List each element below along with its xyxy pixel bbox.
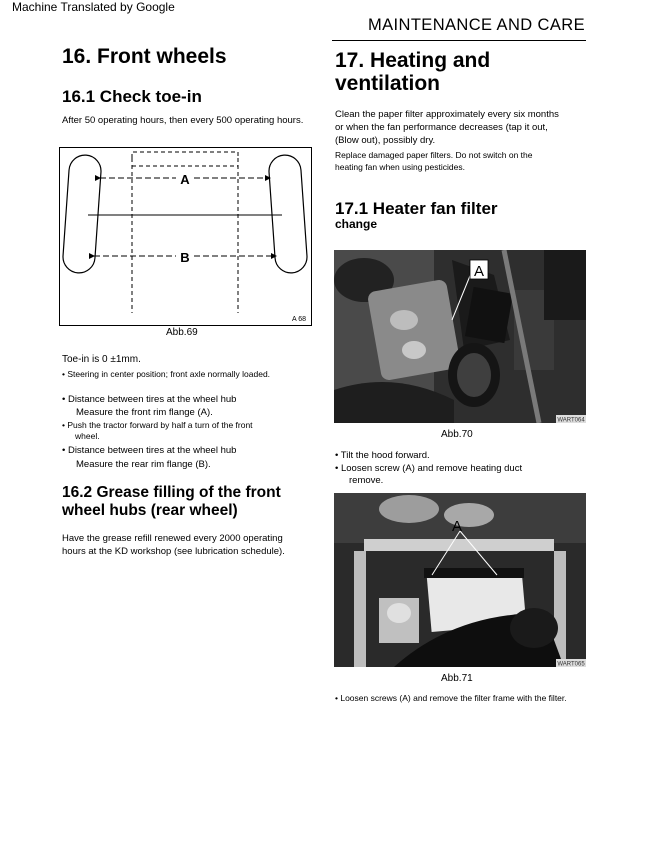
figure-70-caption: Abb.70 bbox=[441, 429, 473, 440]
section-16-2-title-line2: wheel hubs (rear wheel) bbox=[62, 502, 238, 519]
section-header: MAINTENANCE AND CARE bbox=[367, 16, 585, 34]
loosen-filter-step: • Loosen screws (A) and remove the filter frame with the filter. bbox=[335, 693, 567, 703]
section-17-1-subtitle: change bbox=[335, 217, 378, 231]
right-tire bbox=[268, 154, 308, 274]
rear-distance-step: • Distance between tires at the wheel hub bbox=[62, 445, 237, 456]
section-16-1-intro: After 50 operating hours, then every 500 operating hours. bbox=[62, 115, 304, 126]
loosen-duct-step-cont: remove. bbox=[349, 475, 384, 486]
section-17-title-line2: ventilation bbox=[335, 72, 441, 95]
push-tractor-step: • Push the tractor forward by half a turn of the front bbox=[62, 420, 253, 430]
toe-in-drawing bbox=[60, 148, 311, 325]
tilt-hood-step: • Tilt the hood forward. bbox=[335, 450, 430, 461]
photo-70-label-a: A bbox=[473, 263, 485, 280]
heater-photo-70-drawing bbox=[334, 250, 586, 423]
rear-measure-step: Measure the rear rim flange (B). bbox=[76, 459, 211, 470]
machine-translated-note: Machine Translated by Google bbox=[12, 0, 175, 14]
dimension-label-a: A bbox=[180, 172, 190, 187]
filter-photo-71-drawing bbox=[334, 493, 586, 667]
figure-71-caption: Abb.71 bbox=[441, 673, 473, 684]
section-17-p2-line2: heating fan when using pesticides. bbox=[335, 162, 465, 172]
figure-code: A 68 bbox=[291, 316, 306, 323]
section-17-1-title: 17.1 Heater fan filter bbox=[335, 199, 498, 218]
photo-70-code: WART064 bbox=[557, 417, 585, 423]
dimension-label-b: B bbox=[180, 250, 190, 265]
section-17-p1-line2: or when the fan performance decreases (tap it out, bbox=[335, 122, 548, 133]
photo-71-code: WART065 bbox=[557, 661, 585, 667]
figure-69-caption: Abb.69 bbox=[166, 327, 198, 338]
section-16-2-title-line1: 16.2 Grease filling of the front bbox=[62, 484, 281, 501]
header-rule bbox=[332, 40, 586, 41]
section-16-1-title: 16.1 Check toe-in bbox=[62, 87, 202, 106]
section-16-2-body-line2: hours at the KD workshop (see lubrication schedule). bbox=[62, 546, 285, 557]
heater-photo-70 bbox=[334, 250, 586, 423]
steering-note: • Steering in center position; front axle normally loaded. bbox=[62, 369, 271, 379]
front-measure-step: Measure the front rim flange (A). bbox=[76, 407, 213, 418]
section-17-p1-line3: (Blow out), possibly dry. bbox=[335, 135, 436, 146]
section-16-2-body-line1: Have the grease refill renewed every 2000 operating bbox=[62, 533, 283, 544]
section-17-p1-line1: Clean the paper filter approximately every six months bbox=[335, 109, 559, 120]
section-16-title: 16. Front wheels bbox=[62, 45, 227, 68]
section-17-title-line1: 17. Heating and bbox=[335, 49, 491, 72]
toe-in-value: Toe-in is 0 ±1mm. bbox=[62, 354, 141, 365]
filter-photo-71 bbox=[334, 493, 586, 667]
loosen-duct-step: • Loosen screw (A) and remove heating duct bbox=[335, 463, 523, 474]
push-tractor-step-cont: wheel. bbox=[75, 431, 100, 441]
section-17-p2-line1: Replace damaged paper filters. Do not switch on the bbox=[335, 150, 533, 160]
photo-71-label-a: A bbox=[451, 518, 463, 535]
front-distance-step: • Distance between tires at the wheel hub bbox=[62, 394, 237, 405]
toe-in-diagram bbox=[59, 147, 312, 326]
